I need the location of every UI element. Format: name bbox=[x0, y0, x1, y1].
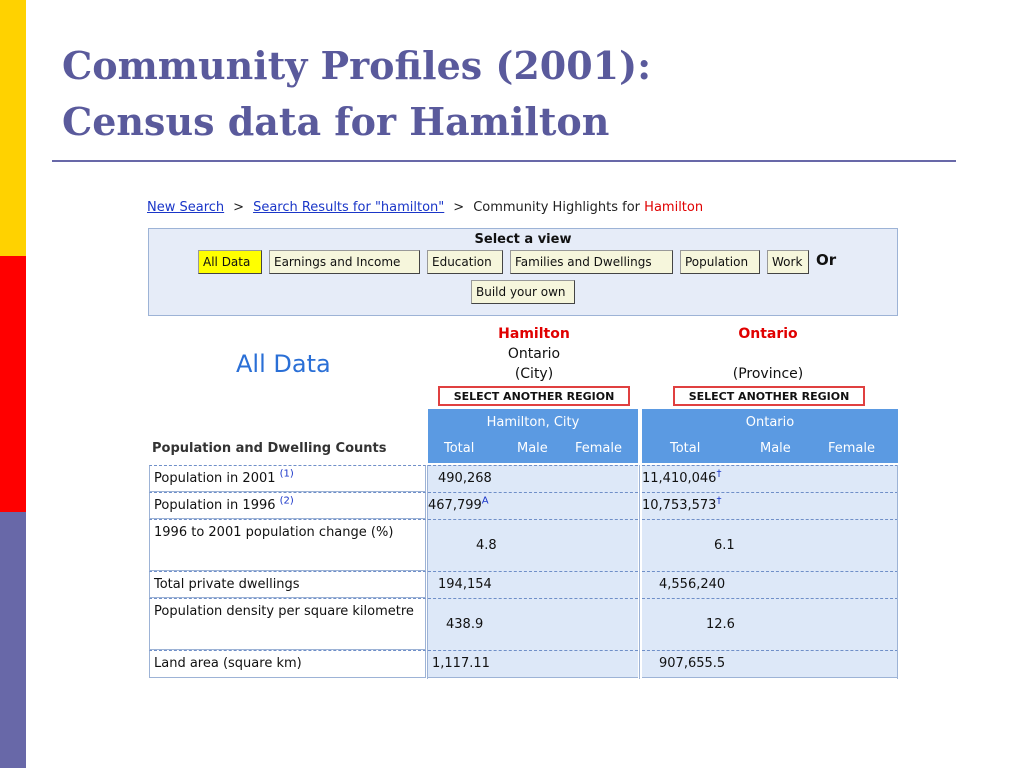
table-cell-hamilton-total: 490,268 bbox=[428, 465, 638, 492]
table-cell-hamilton-total: 4.8 bbox=[428, 519, 638, 571]
column-header-female: Female bbox=[828, 441, 876, 456]
select-region-button[interactable]: SELECT ANOTHER REGION bbox=[438, 386, 630, 406]
breadcrumb-current-place: Hamilton bbox=[644, 200, 704, 215]
column-group-ontario bbox=[642, 409, 898, 463]
view-education-button[interactable]: Education bbox=[427, 250, 503, 274]
column-group-title: Hamilton, City bbox=[486, 415, 580, 430]
view-all-data-button[interactable]: All Data bbox=[198, 250, 262, 274]
column-header-male: Male bbox=[517, 441, 548, 456]
region-header-hamilton bbox=[434, 326, 634, 386]
search-results-link[interactable]: Search Results for "hamilton" bbox=[253, 200, 445, 215]
table-cell-ontario-total: 11,410,046† bbox=[642, 465, 898, 492]
table-cell-ontario-total: 10,753,573† bbox=[642, 492, 898, 519]
breadcrumb-separator: > bbox=[453, 200, 465, 215]
table-row-label: Land area (square km) bbox=[149, 650, 426, 678]
table-cell-hamilton-total: 1,117.11 bbox=[428, 650, 638, 678]
title-divider bbox=[52, 160, 956, 162]
slide-title-line1: Community Profiles (2001): bbox=[62, 43, 652, 88]
region-province: Ontario bbox=[507, 346, 561, 362]
region-name: Hamilton bbox=[498, 326, 570, 342]
column-group-title: Ontario bbox=[745, 415, 795, 430]
table-cell-ontario-total: 12.6 bbox=[642, 598, 898, 650]
table-cell-hamilton-total: 194,154 bbox=[428, 571, 638, 598]
table-cell-ontario-total: 907,655.5 bbox=[642, 650, 898, 678]
section-label: Population and Dwelling Counts bbox=[152, 441, 387, 456]
table-cell-ontario-total: 6.1 bbox=[642, 519, 898, 571]
select-region-button[interactable]: SELECT ANOTHER REGION bbox=[673, 386, 865, 406]
view-earnings-button[interactable]: Earnings and Income bbox=[269, 250, 420, 274]
table-row-label: Population density per square kilometre bbox=[149, 598, 426, 650]
column-header-total: Total bbox=[670, 441, 701, 456]
build-your-own-button[interactable]: Build your own bbox=[471, 280, 575, 304]
region-type: (City) bbox=[514, 366, 554, 382]
region-name: Ontario bbox=[738, 326, 798, 342]
column-header-male: Male bbox=[760, 441, 791, 456]
table-cell-ontario-total: 4,556,240 bbox=[642, 571, 898, 598]
table-cell-hamilton-total: 438.9 bbox=[428, 598, 638, 650]
slide-title-line2: Census data for Hamilton bbox=[62, 99, 610, 144]
breadcrumb-separator: > bbox=[233, 200, 245, 215]
side-bar-red bbox=[0, 256, 26, 512]
table-row-label: Population in 1996 $^{(2)}$ bbox=[149, 492, 426, 519]
view-families-button[interactable]: Families and Dwellings bbox=[510, 250, 673, 274]
view-selector bbox=[148, 228, 898, 316]
column-divider bbox=[427, 465, 428, 679]
view-heading: All Data bbox=[236, 350, 331, 378]
table-row-label: Population in 2001 $^{(1)}$ bbox=[149, 465, 426, 492]
slide-title bbox=[62, 38, 651, 150]
region-type: (Province) bbox=[732, 366, 804, 382]
view-population-button[interactable]: Population bbox=[680, 250, 760, 274]
view-work-button[interactable]: Work bbox=[767, 250, 809, 274]
region-header-ontario bbox=[668, 326, 868, 386]
column-header-female: Female bbox=[575, 441, 623, 456]
table-row-label: 1996 to 2001 population change (%) bbox=[149, 519, 426, 571]
column-group-hamilton bbox=[428, 409, 638, 463]
column-divider bbox=[897, 465, 898, 679]
view-selector-title: Select a view bbox=[474, 232, 572, 247]
breadcrumb bbox=[147, 200, 703, 215]
or-label: Or bbox=[816, 251, 837, 269]
side-bar-blue bbox=[0, 512, 26, 768]
table-cell-hamilton-total: $467,799^A$ bbox=[428, 492, 638, 519]
column-divider bbox=[639, 465, 640, 679]
region-line-empty bbox=[668, 346, 868, 366]
side-bar-yellow bbox=[0, 0, 26, 256]
table-row-label: Total private dwellings bbox=[149, 571, 426, 598]
new-search-link[interactable]: New Search bbox=[147, 200, 225, 215]
breadcrumb-current: Community Highlights for bbox=[473, 200, 645, 215]
column-header-total: Total bbox=[444, 441, 475, 456]
